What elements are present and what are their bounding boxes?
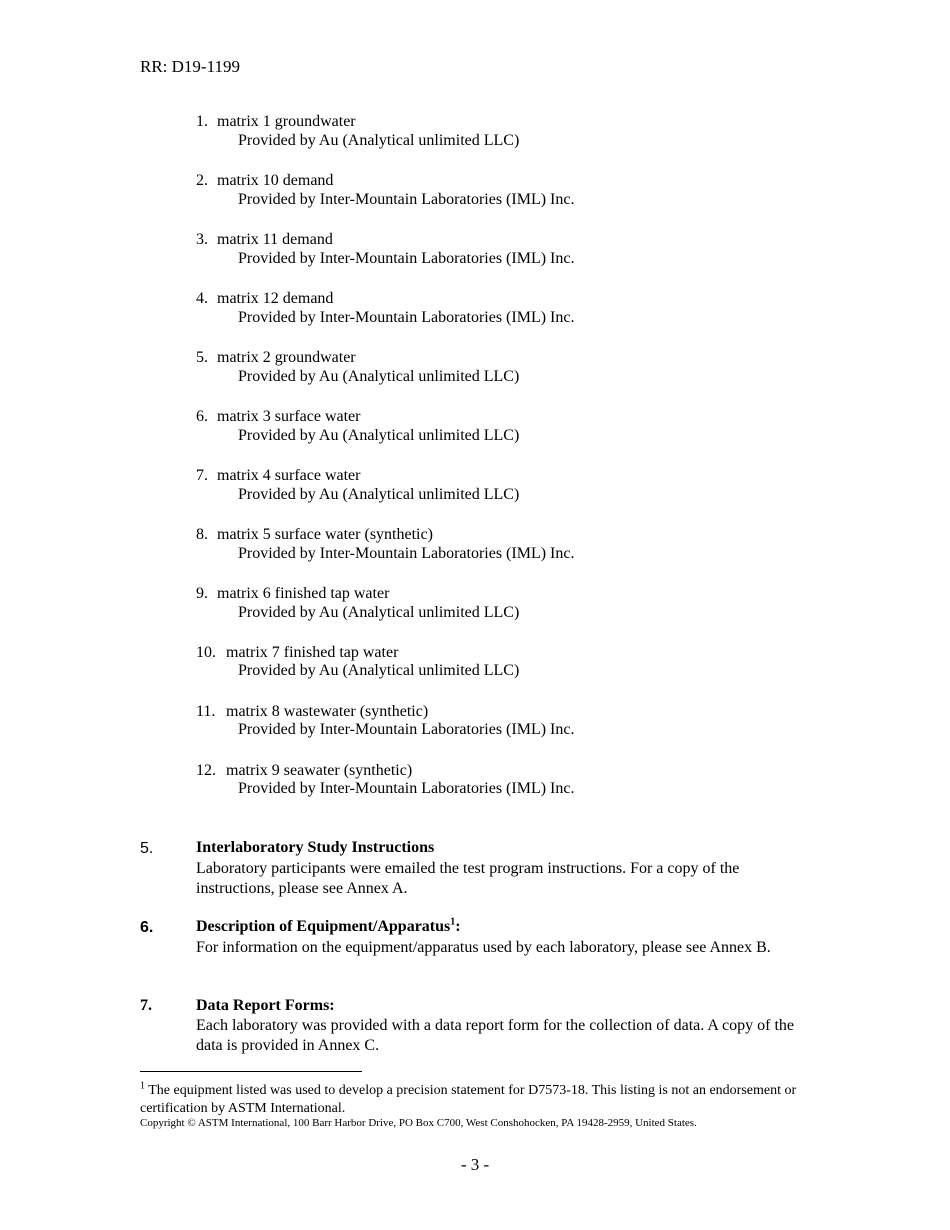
list-item-provider: Provided by Au (Analytical unlimited LLC) xyxy=(238,662,520,679)
list-item-number: 4. xyxy=(196,290,208,307)
list-item-number: 1. xyxy=(196,113,208,130)
list-item-provider: Provided by Au (Analytical unlimited LLC) xyxy=(238,486,520,503)
report-id-header: RR: D19-1199 xyxy=(140,57,240,76)
list-item-name: matrix 5 surface water (synthetic) xyxy=(217,526,433,543)
list-item-provider: Provided by Inter-Mountain Laboratories (IML) Inc. xyxy=(238,309,575,326)
section-body: For information on the equipment/apparatus used by each laboratory, please see Annex B. xyxy=(196,939,771,956)
list-item-number: 2. xyxy=(196,172,208,189)
page-number: - 3 - xyxy=(460,1155,490,1174)
section-heading-suffix: : xyxy=(455,918,461,935)
list-item-name: matrix 11 demand xyxy=(217,231,333,248)
list-item-number: 6. xyxy=(196,408,208,425)
list-item-number: 10. xyxy=(196,644,216,661)
list-item-name: matrix 4 surface water xyxy=(217,467,361,484)
footnote-marker: 1 xyxy=(140,1080,145,1092)
list-item-number: 11. xyxy=(196,703,216,720)
section-heading: Data Report Forms: xyxy=(196,997,335,1014)
list-item-number: 12. xyxy=(196,762,216,779)
list-item-provider: Provided by Inter-Mountain Laboratories (IML) Inc. xyxy=(238,780,575,797)
footnote xyxy=(140,1082,800,1118)
list-item-name: matrix 3 surface water xyxy=(217,408,361,425)
list-item-name: matrix 6 finished tap water xyxy=(217,585,390,602)
list-item-name: matrix 10 demand xyxy=(217,172,334,189)
section-heading-text: Description of Equipment/Apparatus xyxy=(196,918,451,935)
footnote-divider xyxy=(140,1071,362,1072)
list-item-number: 5. xyxy=(196,349,208,366)
list-item-provider: Provided by Inter-Mountain Laboratories (IML) Inc. xyxy=(238,250,575,267)
list-item-name: matrix 9 seawater (synthetic) xyxy=(226,762,413,779)
list-item-provider: Provided by Inter-Mountain Laboratories (IML) Inc. xyxy=(238,191,575,208)
section-body: Laboratory participants were emailed the test program instructions. For a copy of the instructions, please see Annex A. xyxy=(196,860,740,897)
list-item-name: matrix 8 wastewater (synthetic) xyxy=(226,703,429,720)
footnote-reference: 1 xyxy=(450,916,456,928)
list-item-provider: Provided by Au (Analytical unlimited LLC) xyxy=(238,132,520,149)
list-item-name: matrix 12 demand xyxy=(217,290,334,307)
list-item-number: 8. xyxy=(196,526,208,543)
list-item-name: matrix 1 groundwater xyxy=(217,113,356,130)
list-item-name: matrix 2 groundwater xyxy=(217,349,356,366)
footnote-text: The equipment listed was used to develop a precision statement for D7573-18. This listing is not an endorsement or certification by ASTM International. xyxy=(140,1083,797,1116)
section-body: Each laboratory was provided with a data report form for the collection of data. A copy of the data is provided in Annex C. xyxy=(196,1017,795,1054)
section-number: 6. xyxy=(140,919,154,936)
list-item-name: matrix 7 finished tap water xyxy=(226,644,399,661)
list-item-number: 7. xyxy=(196,467,208,484)
section-number: 7. xyxy=(140,997,152,1014)
copyright-notice: Copyright © ASTM International, 100 Barr Harbor Drive, PO Box C700, West Conshohocken, PA 19428-2959, United States. xyxy=(140,1117,697,1129)
list-item-provider: Provided by Inter-Mountain Laboratories (IML) Inc. xyxy=(238,721,575,738)
section-heading: Interlaboratory Study Instructions xyxy=(196,839,435,856)
list-item-provider: Provided by Au (Analytical unlimited LLC) xyxy=(238,368,520,385)
list-item-provider: Provided by Au (Analytical unlimited LLC) xyxy=(238,604,520,621)
section-number: 5. xyxy=(140,840,154,857)
list-item-provider: Provided by Inter-Mountain Laboratories (IML) Inc. xyxy=(238,545,575,562)
list-item-number: 9. xyxy=(196,585,208,602)
list-item-number: 3. xyxy=(196,231,208,248)
section-heading xyxy=(196,918,461,936)
list-item-provider: Provided by Au (Analytical unlimited LLC) xyxy=(238,427,520,444)
